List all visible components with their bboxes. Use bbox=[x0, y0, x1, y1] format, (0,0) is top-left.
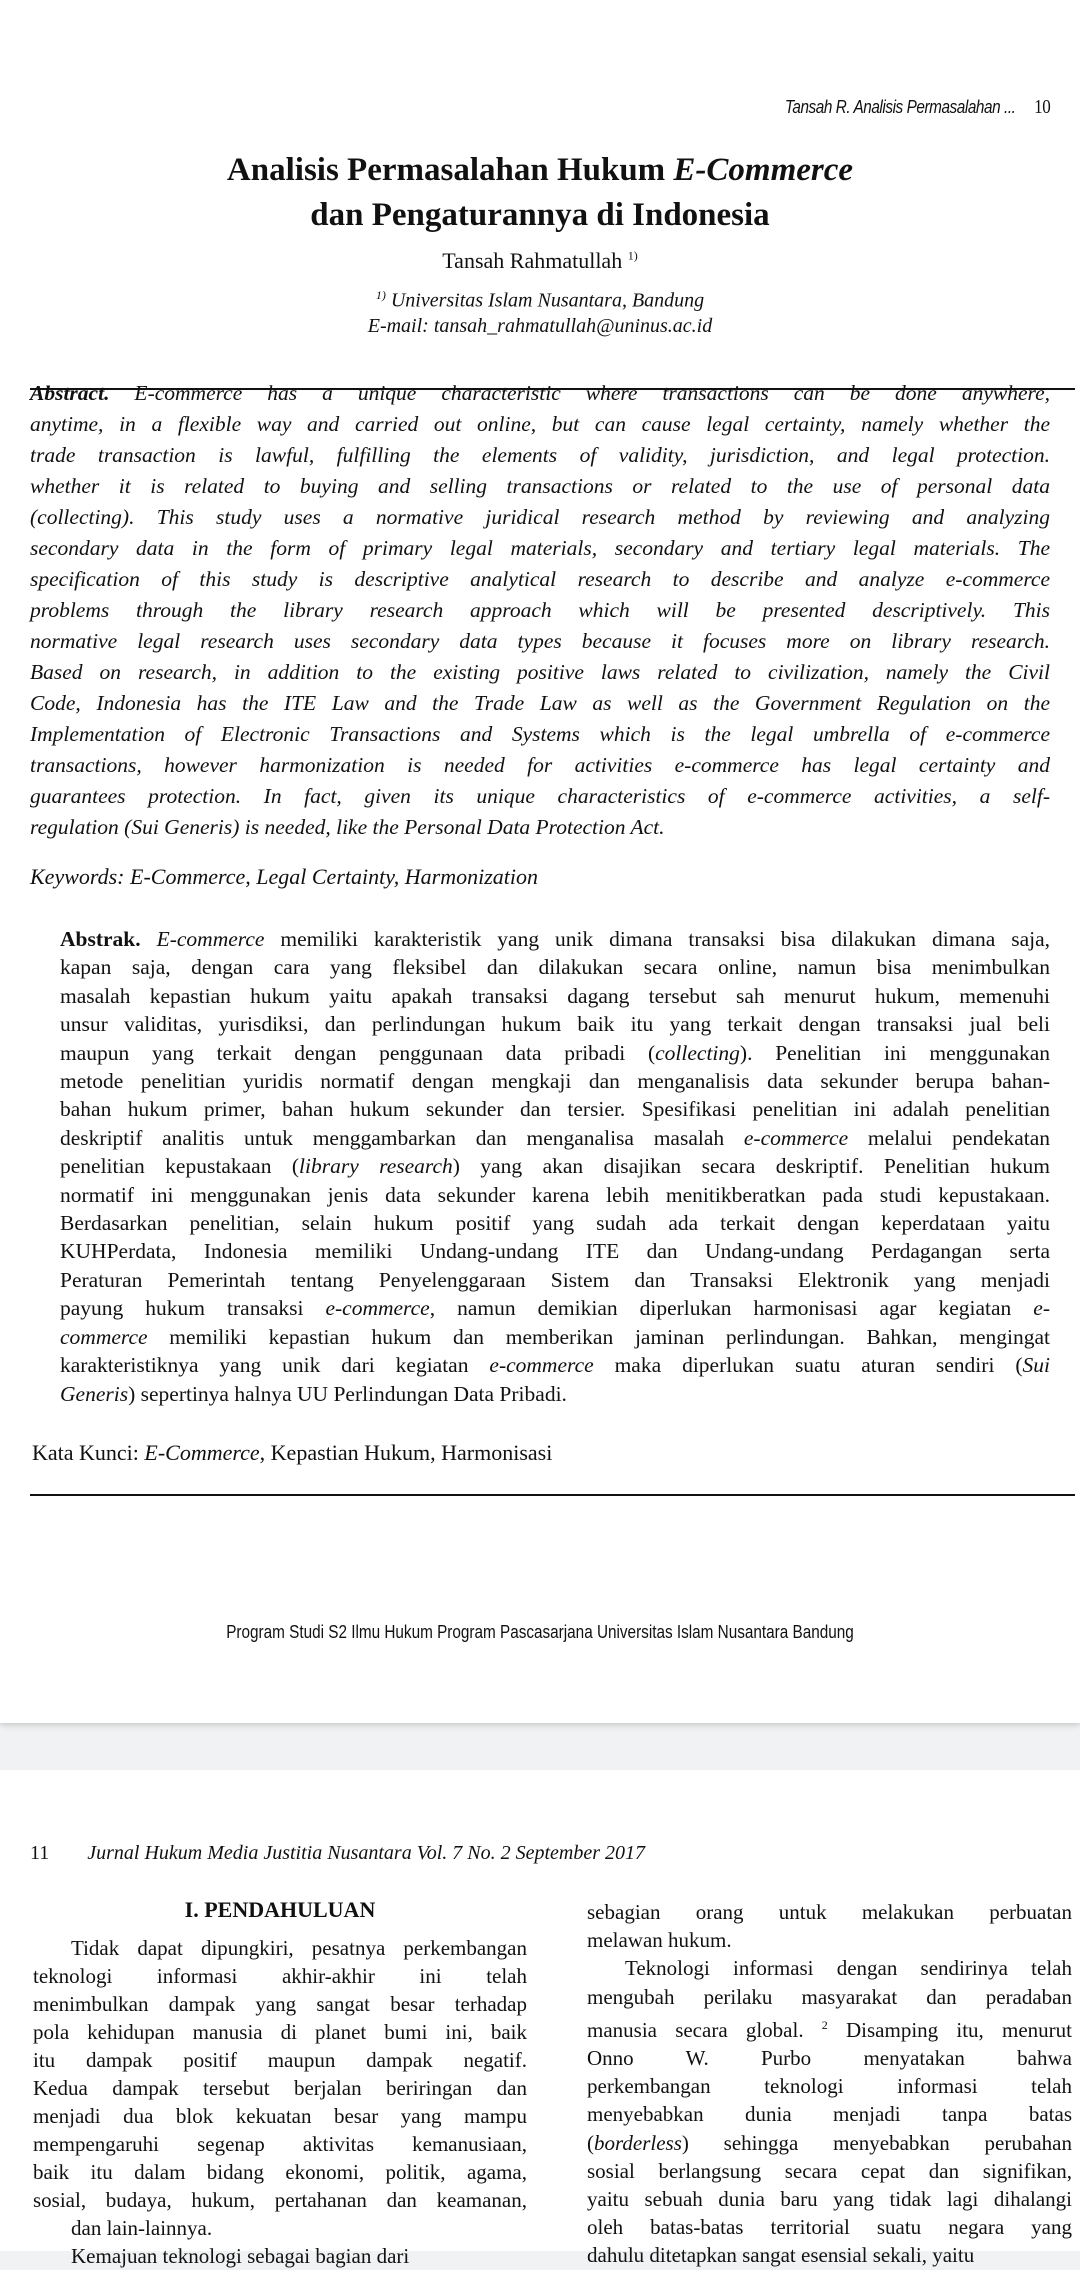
author bbox=[0, 248, 1080, 274]
text-line bbox=[30, 750, 1050, 781]
text-run: e-commerce bbox=[743, 1125, 849, 1150]
text-line bbox=[587, 2213, 1072, 2241]
text-run: e- bbox=[1033, 1296, 1050, 1321]
text-run: karakteristiknya yang unik dari kegiatan bbox=[60, 1353, 490, 1378]
page-number: 11 bbox=[30, 1842, 50, 1864]
text-line bbox=[60, 1237, 1050, 1265]
text-line bbox=[587, 1983, 1072, 2011]
text-line bbox=[30, 657, 1050, 688]
text-run: (collecting). This study uses a normative juridical research method by reviewing and analyzing bbox=[30, 505, 1050, 529]
text-run: guarantees protection. In fact, given its unique characteristics of e-commerce activities, a self- bbox=[30, 784, 1050, 808]
affiliation-block bbox=[0, 283, 1080, 339]
text-run: commerce bbox=[60, 1324, 148, 1349]
text-run: maupun yang terkait dengan penggunaan data pribadi ( bbox=[60, 1040, 656, 1065]
text-line bbox=[33, 2102, 527, 2130]
text-run: , Kepastian Hukum, Harmonisasi bbox=[259, 1440, 553, 1465]
running-head-title: Tansah R. Analisis Permasalahan ... bbox=[784, 97, 1016, 117]
title-line2: dan Pengaturannya di Indonesia bbox=[310, 197, 770, 233]
text-run: itu dampak positif maupun dampak negatif. bbox=[33, 2048, 527, 2072]
text-line bbox=[60, 1124, 1050, 1152]
affiliation: Universitas Islam Nusantara, Bandung bbox=[390, 289, 705, 312]
text-run: normative legal research uses secondary data types because it focuses more on library research. bbox=[30, 629, 1050, 653]
text-line bbox=[30, 502, 1050, 533]
text-line bbox=[587, 1954, 1072, 1982]
text-line bbox=[587, 2072, 1072, 2100]
text-run: e-commerce bbox=[489, 1353, 594, 1378]
text-line bbox=[60, 1209, 1050, 1237]
affiliation-sup: 1) bbox=[375, 288, 386, 302]
text-run: borderless bbox=[594, 2130, 682, 2155]
text-line bbox=[33, 2242, 527, 2270]
text-run: Kemajuan teknologi sebagai bagian dari bbox=[71, 2244, 410, 2268]
text-line bbox=[60, 1181, 1050, 1209]
text-line bbox=[30, 440, 1050, 471]
text-line bbox=[30, 564, 1050, 595]
author-name: Tansah Rahmatullah bbox=[442, 248, 623, 273]
text-line bbox=[60, 1294, 1050, 1322]
text-run: e-commerce bbox=[325, 1296, 430, 1321]
text-run: Kata Kunci: bbox=[32, 1440, 145, 1465]
text-run: dahulu ditetapkan sangat esensial sekali, yaitu bbox=[587, 2243, 975, 2268]
text-line bbox=[60, 1380, 1050, 1408]
text-run: unsur validitas, yurisdiksi, dan perlindungan hukum baik itu yang terkait dengan transaksi jual beli bbox=[60, 1012, 1050, 1037]
text-run: kapan saja, dengan cara yang fleksibel dan dilakukan secara online, namun bisa menimbulkan bbox=[60, 955, 1050, 980]
paper-title bbox=[0, 148, 1080, 238]
text-run: Disamping itu, menurut bbox=[827, 2017, 1072, 2042]
abstract-indonesian bbox=[60, 925, 1050, 1408]
text-run: menjadi dua blok kekuatan besar yang mampu bbox=[33, 2104, 527, 2128]
text-run: Onno W. Purbo menyatakan bahwa bbox=[587, 2046, 1072, 2071]
text-line bbox=[30, 595, 1050, 626]
text-run: problems through the library research approach which will be presented descriptively. This bbox=[30, 598, 1050, 622]
text-line bbox=[60, 925, 1050, 953]
keywords: Keywords: E-Commerce, Legal Certainty, Harmonization bbox=[30, 864, 538, 889]
text-run: oleh batas-batas territorial suatu negara yang bbox=[587, 2215, 1072, 2240]
text-run: Peraturan Pemerintah tentang Penyelenggaraan Sistem dan Transaksi Elektronik yang menjadi bbox=[60, 1267, 1050, 1292]
text-run: whether it is related to buying and selling transactions or related to the use of personal data bbox=[30, 474, 1050, 498]
text-run: dan lain-lainnya. bbox=[71, 2216, 213, 2240]
text-line bbox=[33, 2018, 527, 2046]
text-line bbox=[33, 2186, 527, 2214]
text-line bbox=[60, 982, 1050, 1010]
text-line bbox=[33, 2046, 527, 2074]
right-column bbox=[587, 1898, 1072, 2270]
text-line bbox=[30, 812, 1050, 843]
text-run: mengubah perilaku masyarakat dan peradaban bbox=[587, 1984, 1072, 2009]
text-line bbox=[587, 2129, 1072, 2157]
text-run: transactions, however harmonization is needed for activities e-commerce has legal certainty and bbox=[30, 753, 1050, 777]
text-line bbox=[587, 2241, 1072, 2269]
text-line bbox=[30, 719, 1050, 750]
text-run: Tidak dapat dipungkiri, pesatnya perkembangan bbox=[71, 1936, 527, 1960]
text-line bbox=[30, 626, 1050, 657]
text-run: menyebabkan dunia menjadi tanpa batas bbox=[587, 2102, 1072, 2127]
text-run: payung hukum transaksi bbox=[60, 1296, 326, 1321]
text-line bbox=[60, 1266, 1050, 1294]
text-run: metode penelitian yuridis normatif dengan mengkaji dan menganalisis data sekunder berupa bahan- bbox=[60, 1069, 1050, 1094]
text-line bbox=[33, 2214, 527, 2242]
text-line bbox=[587, 2044, 1072, 2072]
text-run: melalui pendekatan bbox=[848, 1125, 1050, 1150]
text-line bbox=[60, 953, 1050, 981]
text-run: Code, Indonesia has the ITE Law and the Trade Law as well as the Government Regulation on the bbox=[30, 691, 1050, 715]
text-line bbox=[30, 688, 1050, 719]
text-line bbox=[60, 1067, 1050, 1095]
title-ecommerce: E-Commerce bbox=[673, 152, 854, 188]
text-run: mempengaruhi segenap aktivitas kemanusiaan, bbox=[33, 2132, 527, 2156]
title-line1: Analisis Permasalahan Hukum bbox=[226, 152, 674, 188]
kata-kunci bbox=[32, 1440, 552, 1466]
text-run: penelitian kepustakaan ( bbox=[60, 1154, 300, 1179]
text-line bbox=[60, 1095, 1050, 1123]
text-run: ) sehingga menyebabkan perubahan bbox=[681, 2130, 1072, 2155]
text-line bbox=[33, 1934, 527, 1962]
text-run: memiliki kepastian hukum dan memberikan jaminan perlindungan. Bahkan, mengingat bbox=[147, 1324, 1050, 1349]
email: E-mail: tansah_rahmatullah@uninus.ac.id bbox=[367, 314, 713, 337]
text-run: menimbulkan dampak yang sangat besar terhadap bbox=[33, 1992, 527, 2016]
author-sup: 1) bbox=[627, 248, 638, 263]
text-line bbox=[33, 2130, 527, 2158]
text-line bbox=[587, 2011, 1072, 2044]
text-line bbox=[30, 471, 1050, 502]
text-line bbox=[33, 2074, 527, 2102]
text-line bbox=[587, 1898, 1072, 1926]
text-run: yaitu sebuah dunia baru yang tidak lagi dihalangi bbox=[587, 2187, 1072, 2212]
text-run: secondary data in the form of primary legal materials, secondary and tertiary legal materials. The bbox=[30, 536, 1050, 560]
text-line bbox=[60, 1323, 1050, 1351]
text-run: E-Commerce bbox=[144, 1440, 260, 1465]
text-line bbox=[30, 378, 1050, 409]
text-run: melawan hukum. bbox=[587, 1928, 732, 1953]
section-heading: I. PENDAHULUAN bbox=[184, 1897, 376, 1922]
abstract-english bbox=[30, 378, 1050, 843]
text-run: , namun demikian diperlukan harmonisasi agar kegiatan bbox=[429, 1296, 1034, 1321]
text-run: regulation (Sui Generis) is needed, like the Personal Data Protection Act. bbox=[30, 815, 665, 839]
text-run: maka diperlukan suatu aturan sendiri ( bbox=[593, 1353, 1023, 1378]
text-run: manusia secara global. bbox=[587, 2017, 822, 2042]
page-number: 10 bbox=[1033, 96, 1050, 118]
text-run: sosial berlangsung secara cepat dan signifikan, bbox=[587, 2158, 1072, 2183]
text-line bbox=[60, 1351, 1050, 1379]
text-run: ). Penelitian ini menggunakan bbox=[739, 1040, 1050, 1065]
text-run: memiliki karakteristik yang unik dimana transaksi bisa dilakukan dimana saja, bbox=[264, 927, 1050, 951]
page-footer: Program Studi S2 Ilmu Hukum Program Pascasarjana Universitas Islam Nusantara Bandung bbox=[226, 1622, 854, 1642]
text-run: baik itu dalam bidang ekonomi, politik, agama, bbox=[33, 2160, 527, 2184]
running-head bbox=[785, 96, 1050, 119]
text-run bbox=[141, 927, 157, 951]
text-run: Sui bbox=[1022, 1353, 1050, 1378]
text-run: Abstract. bbox=[30, 381, 110, 405]
text-run: Based on research, in addition to the existing positive laws related to civilization, namely the Civil bbox=[30, 660, 1050, 684]
text-run: anytime, in a flexible way and carried out online, but can cause legal certainty, namely whether the bbox=[30, 412, 1050, 436]
journal-header bbox=[30, 1842, 645, 1865]
text-run: Teknologi informasi dengan sendirinya telah bbox=[625, 1956, 1072, 1981]
text-run: teknologi informasi akhir-akhir ini telah bbox=[33, 1964, 527, 1988]
text-line bbox=[587, 2185, 1072, 2213]
text-line bbox=[33, 2158, 527, 2186]
text-run: Berdasarkan penelitian, selain hukum positif yang sudah ada terkait dengan keperdataan yaitu bbox=[60, 1211, 1050, 1236]
text-run: E-commerce bbox=[156, 927, 265, 951]
text-line bbox=[587, 2157, 1072, 2185]
text-run: ) yang akan disajikan secara deskriptif. Penelitian hukum bbox=[452, 1154, 1050, 1179]
text-run: Generis bbox=[60, 1381, 129, 1406]
divider bbox=[30, 1494, 1075, 1496]
text-run: ) sepertinya halnya UU Perlindungan Data Pribadi. bbox=[128, 1381, 567, 1406]
text-run: sosial, budaya, hukum, pertahanan dan keamanan, bbox=[33, 2188, 527, 2212]
text-line bbox=[587, 1926, 1072, 1954]
text-run: normatif ini menggunakan jenis data sekunder karena lebih menitikberatkan pada studi kepustakaan. bbox=[60, 1182, 1050, 1207]
text-run: specification of this study is descriptive analytical research to describe and analyze e-commerce bbox=[30, 567, 1050, 591]
text-run: E-commerce has a unique characteristic where transactions can be done anywhere, bbox=[109, 381, 1050, 405]
text-run: deskriptif analitis untuk menggambarkan dan menganalisa masalah bbox=[60, 1125, 744, 1150]
text-line bbox=[33, 1990, 527, 2018]
page-11 bbox=[0, 1770, 1080, 2268]
text-line bbox=[60, 1152, 1050, 1180]
text-line bbox=[60, 1010, 1050, 1038]
text-run: Kedua dampak tersebut berjalan beriringan dan bbox=[33, 2076, 527, 2100]
text-run: 2 bbox=[821, 2017, 828, 2032]
text-run: pola kehidupan manusia di planet bumi ini, baik bbox=[33, 2020, 527, 2044]
text-line bbox=[33, 1962, 527, 1990]
text-line bbox=[30, 781, 1050, 812]
text-run: masalah kepastian hukum yaitu apakah transaksi dagang tersebut sah menurut hukum, memenuhi bbox=[60, 983, 1050, 1008]
text-run: sebagian orang untuk melakukan perbuatan bbox=[587, 1900, 1072, 1924]
text-line bbox=[587, 2100, 1072, 2128]
text-run: Implementation of Electronic Transactions and Systems which is the legal umbrella of e-commerce bbox=[30, 722, 1050, 746]
text-run: ( bbox=[587, 2130, 594, 2155]
journal-title: Jurnal Hukum Media Justitia Nusantara Vol. 7 No. 2 September 2017 bbox=[87, 1842, 645, 1864]
text-run: collecting bbox=[655, 1040, 740, 1065]
text-run: bahan hukum primer, bahan hukum sekunder dan tersier. Spesifikasi penelitian ini adalah penelitian bbox=[60, 1097, 1050, 1122]
text-run: perkembangan teknologi informasi telah bbox=[587, 2074, 1072, 2099]
text-line bbox=[30, 409, 1050, 440]
text-run: library research bbox=[299, 1154, 453, 1179]
text-line bbox=[30, 533, 1050, 564]
text-line bbox=[60, 1039, 1050, 1067]
text-run: Abstrak. bbox=[60, 927, 141, 951]
text-run: trade transaction is lawful, fulfilling the elements of validity, jurisdiction, and legal protection. bbox=[30, 443, 1050, 467]
text-run: KUHPerdata, Indonesia memiliki Undang-undang ITE dan Undang-undang Perdagangan serta bbox=[60, 1239, 1050, 1264]
left-column bbox=[33, 1934, 527, 2270]
